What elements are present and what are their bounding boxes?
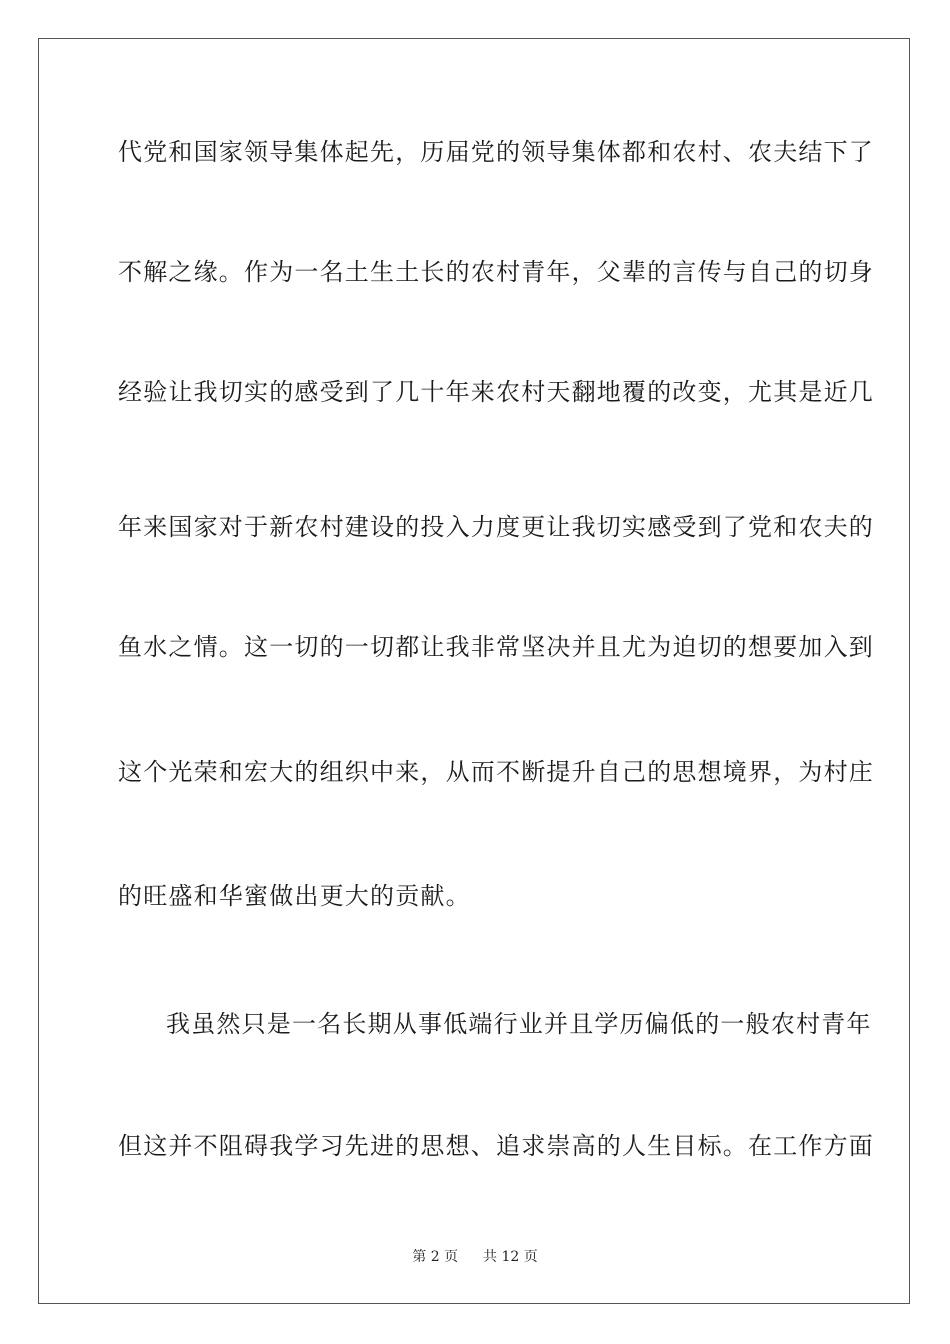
- paragraph-line: 但这并不阻碍我学习先进的思想、追求崇高的人生目标。在工作方面: [118, 1132, 874, 1160]
- paragraph-line: 不解之缘。作为一名土生土长的农村青年，父辈的言传与自己的切身: [118, 258, 874, 286]
- paragraph-line: 我虽然只是一名长期从事低端行业并且学历偏低的一般农村青年: [166, 1010, 872, 1038]
- paragraph-line: 的旺盛和华蜜做出更大的贡献。: [118, 882, 471, 910]
- page-number: 第 2 页: [412, 1249, 459, 1265]
- paragraph-line: 年来国家对于新农村建设的投入力度更让我切实感受到了党和农夫的: [118, 513, 874, 541]
- paragraph-line: 这个光荣和宏大的组织中来，从而不断提升自己的思想境界，为村庄: [118, 758, 874, 786]
- paragraph-line: 代党和国家领导集体起先，历届党的领导集体都和农村、农夫结下了: [118, 138, 874, 166]
- paragraph-line: 鱼水之情。这一切的一切都让我非常坚决并且尤为迫切的想要加入到: [118, 633, 874, 661]
- page-border: [38, 38, 910, 1304]
- page-footer: [0, 1247, 950, 1267]
- paragraph-line: 经验让我切实的感受到了几十年来农村天翻地覆的改变，尤其是近几: [118, 378, 874, 406]
- page-total: 共 12 页: [483, 1249, 538, 1265]
